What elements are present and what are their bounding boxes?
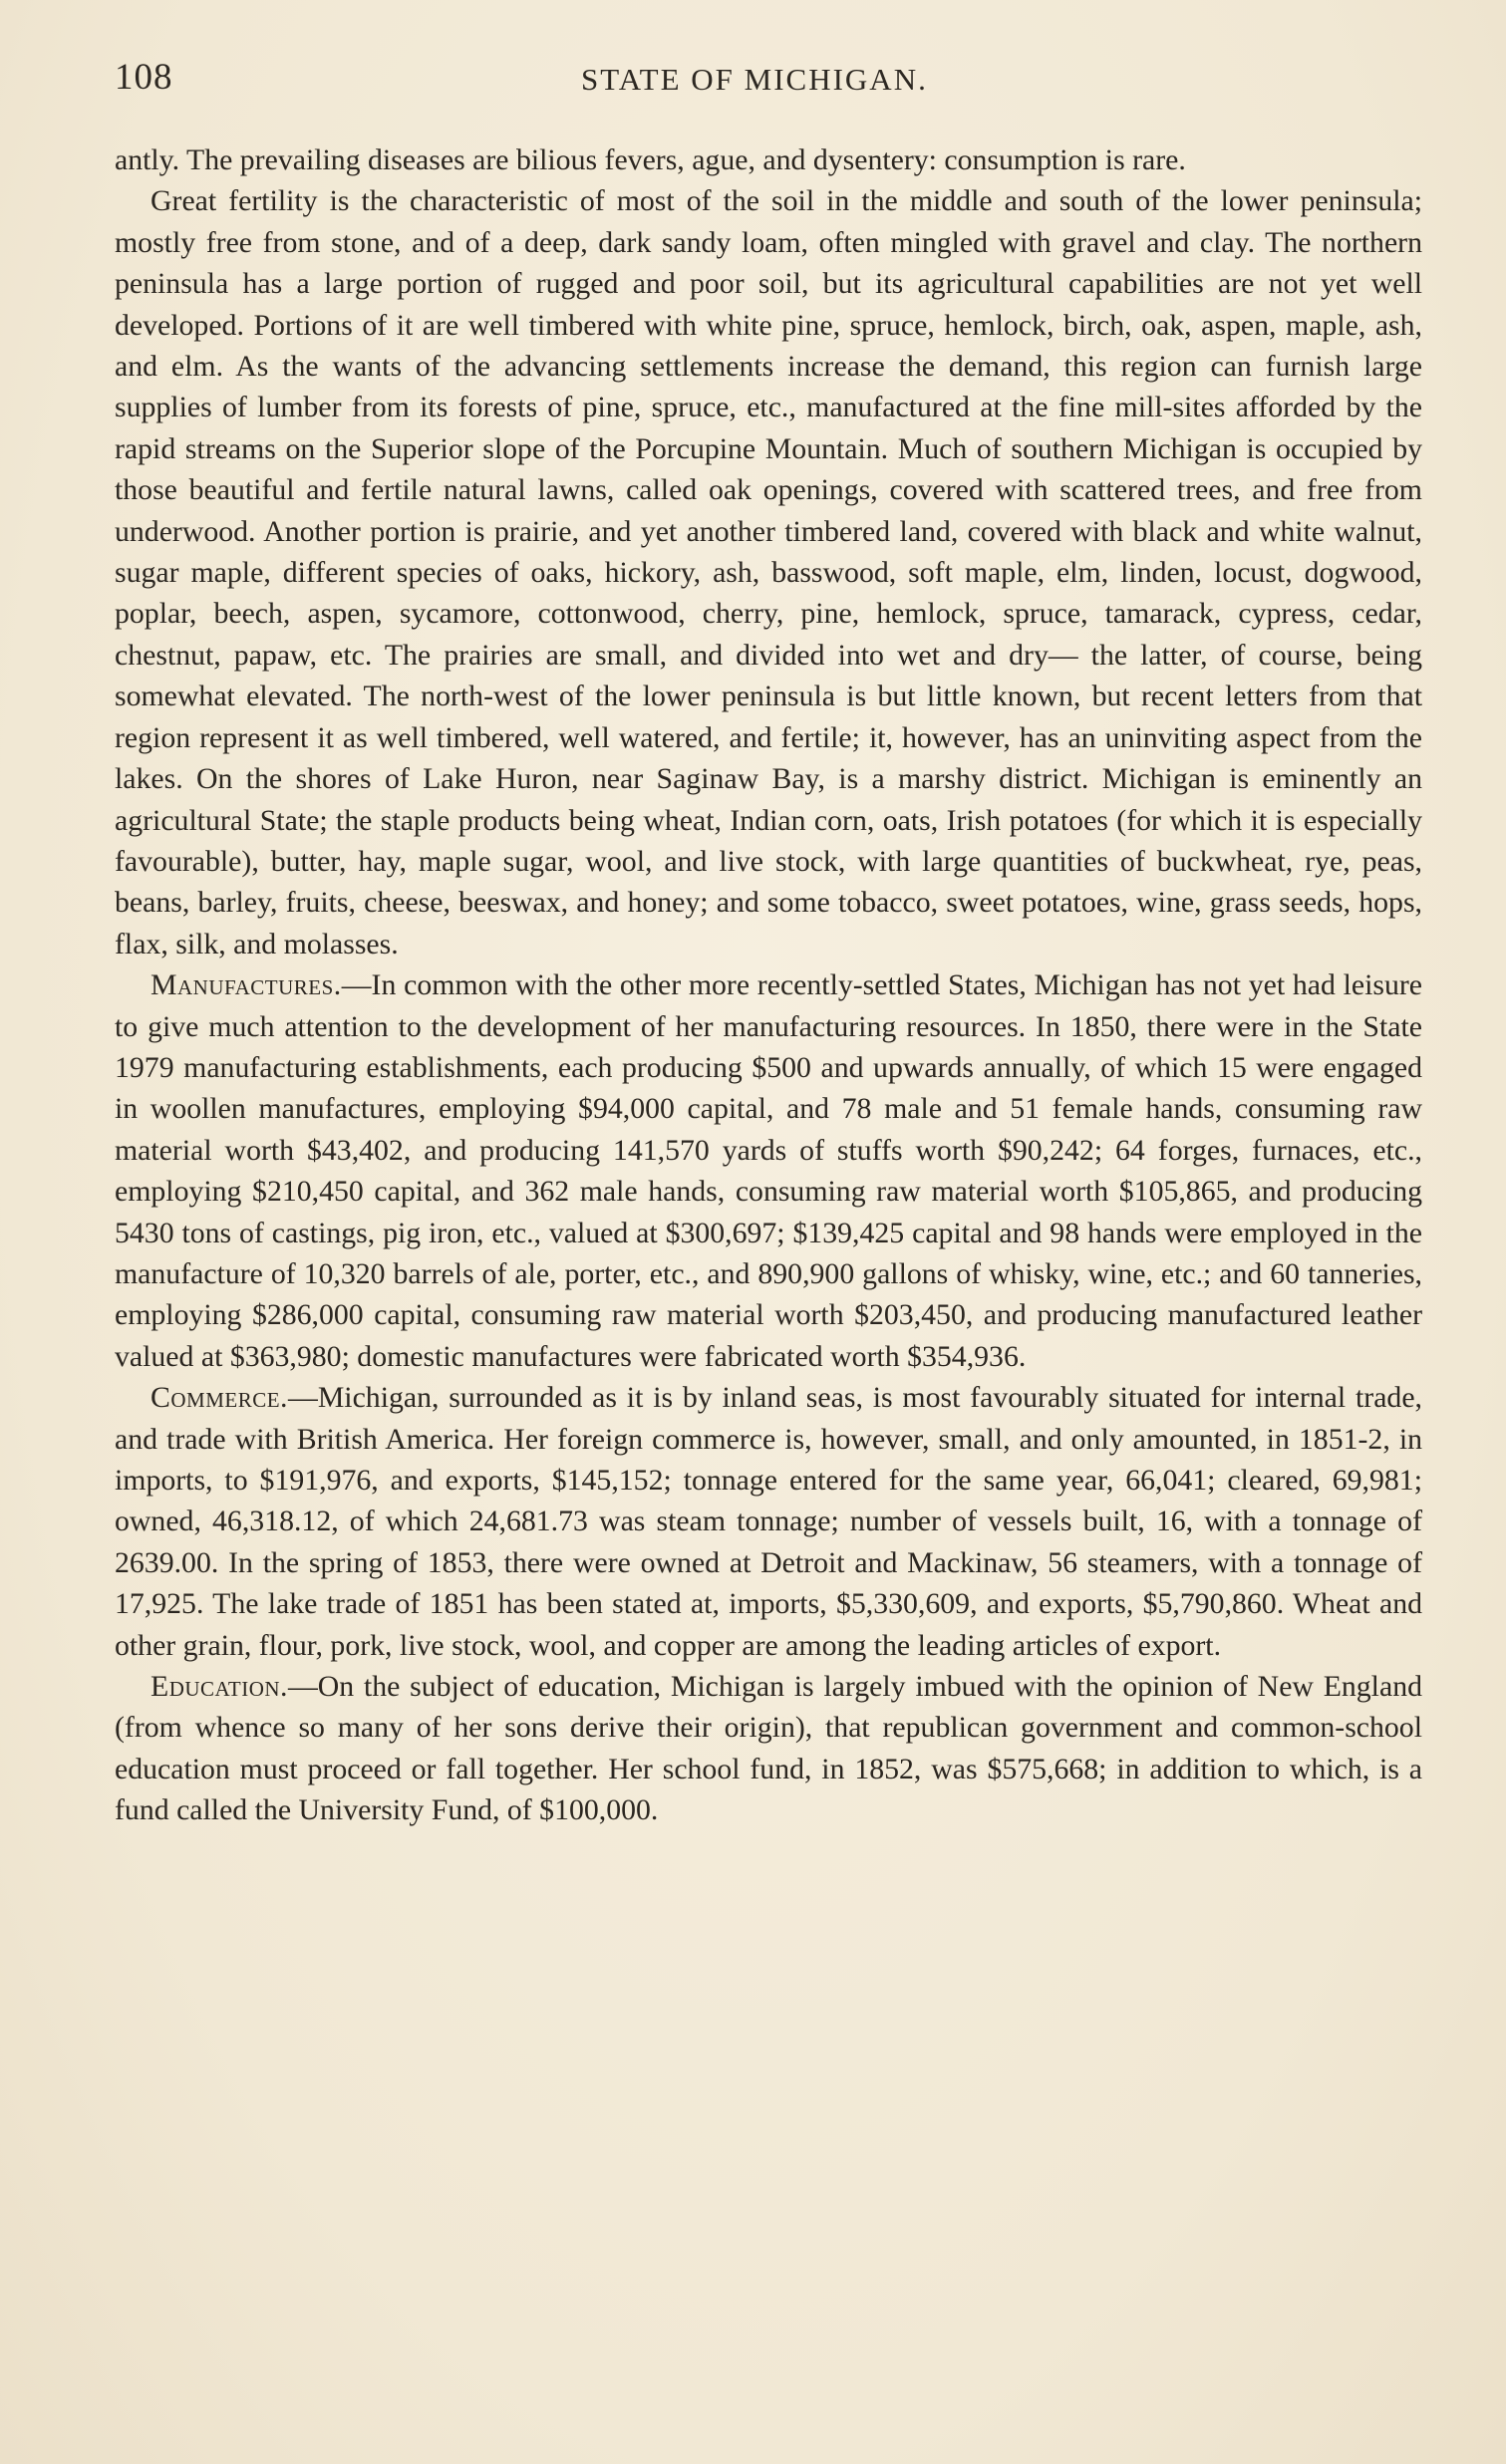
section-heading-manufactures: Manufactures. (151, 968, 342, 1002)
page-header (115, 56, 1422, 106)
body-text (115, 139, 1422, 1831)
running-title: STATE OF MICHIGAN. (581, 62, 928, 97)
section-heading-education: Education. (151, 1670, 288, 1704)
paragraph-commerce (115, 1377, 1422, 1666)
paragraph-continuation (115, 139, 1422, 180)
paragraph-education (115, 1666, 1422, 1831)
paragraph-text: —On the subject of education, Michigan is largely imbued with the opinion of New England (from whence so many of her sons derive their origin), that republican government and common-school education must proceed or fall together. Her school fund, in 1852, was $575,668; in addition to which, is a fund called the University Fund, of $100,000. (115, 1670, 1422, 1827)
page-number: 108 (115, 57, 173, 98)
paragraph-soil (115, 180, 1422, 964)
section-heading-commerce: Commerce. (151, 1381, 289, 1415)
paragraph-text: antly. The prevailing diseases are bilious fevers, ague, and dysentery: consumption is rare. (115, 143, 1186, 176)
paragraph-text: —Michigan, surrounded as it is by inland seas, is most favourably situated for internal trade, and trade with British America. Her foreign commerce is, however, small, and only amounted, in 1851-2, in imports, to $191,976, and exports, $145,152; tonnage entered for the same year, 66,041; cleared, 69,981; owned, 46,318.12, of which 24,681.73 was steam tonnage; number of vessels built, 16, with a tonnage of 2639.00. In the spring of 1853, there were owned at Detroit and Mackinaw, 56 steamers, with a tonnage of 17,925. The lake trade of 1851 has been stated at, imports, $5,330,609, and exports, $5,790,860. Wheat and other grain, flour, pork, live stock, wool, and copper are among the leading articles of export. (115, 1381, 1422, 1662)
paragraph-text: Great fertility is the characteristic of most of the soil in the middle and south of the lower peninsula; mostly free from stone, and of a deep, dark sandy loam, often mingled with gravel and clay. The northern peninsula has a large portion of rugged and poor soil, but its agricultural capabilities are not yet well developed. Portions of it are well timbered with white pine, spruce, hemlock, birch, oak, aspen, maple, ash, and elm. As the wants of the advancing settlements increase the demand, this region can furnish large supplies of lumber from its forests of pine, spruce, etc., manufactured at the fine mill-sites afforded by the rapid streams on the Superior slope of the Porcupine Mountain. Much of southern Michigan is occupied by those beautiful and fertile natural lawns, called oak openings, covered with scattered trees, and free from underwood. Another portion is prairie, and yet another timbered land, covered with black and white walnut, sugar maple, different species of oaks, hickory, ash, basswood, soft maple, elm, linden, locust, dogwood, poplar, beech, aspen, sycamore, cottonwood, cherry, pine, hemlock, spruce, tamarack, cypress, cedar, chestnut, papaw, etc. The prairies are small, and divided into wet and dry— the latter, of course, being somewhat elevated. The north-west of the lower peninsula is but little known, but recent letters from that region represent it as well timbered, well watered, and fertile; it, however, has an uninviting aspect from the lakes. On the shores of Lake Huron, near Saginaw Bay, is a marshy district. Michigan is eminently an agricultural State; the staple products being wheat, Indian corn, oats, Irish potatoes (for which it is especially favourable), butter, hay, maple sugar, wool, and live stock, with large quantities of buckwheat, rye, peas, beans, barley, fruits, cheese, beeswax, and honey; and some tobacco, sweet potatoes, wine, grass seeds, hops, flax, silk, and molasses. (115, 184, 1422, 960)
paragraph-text: —In common with the other more recently-settled States, Michigan has not yet had leisure to give much attention to the development of her manufacturing resources. In 1850, there were in the State 1979 manufacturing establishments, each producing $500 and upwards annually, of which 15 were engaged in woollen manufactures, employing $94,000 capital, and 78 male and 51 female hands, consuming raw material worth $43,402, and producing 141,570 yards of stuffs worth $90,242; 64 forges, furnaces, etc., employing $210,450 capital, and 362 male hands, consuming raw material worth $105,865, and producing 5430 tons of castings, pig iron, etc., valued at $300,697; $139,425 capital and 98 hands were employed in the manufacture of 10,320 barrels of ale, porter, etc., and 890,900 gallons of whisky, wine, etc.; and 60 tanneries, employing $286,000 capital, consuming raw material worth $203,450, and producing manufactured leather valued at $363,980; domestic manufactures were fabricated worth $354,936. (115, 968, 1422, 1373)
paragraph-manufactures (115, 964, 1422, 1377)
